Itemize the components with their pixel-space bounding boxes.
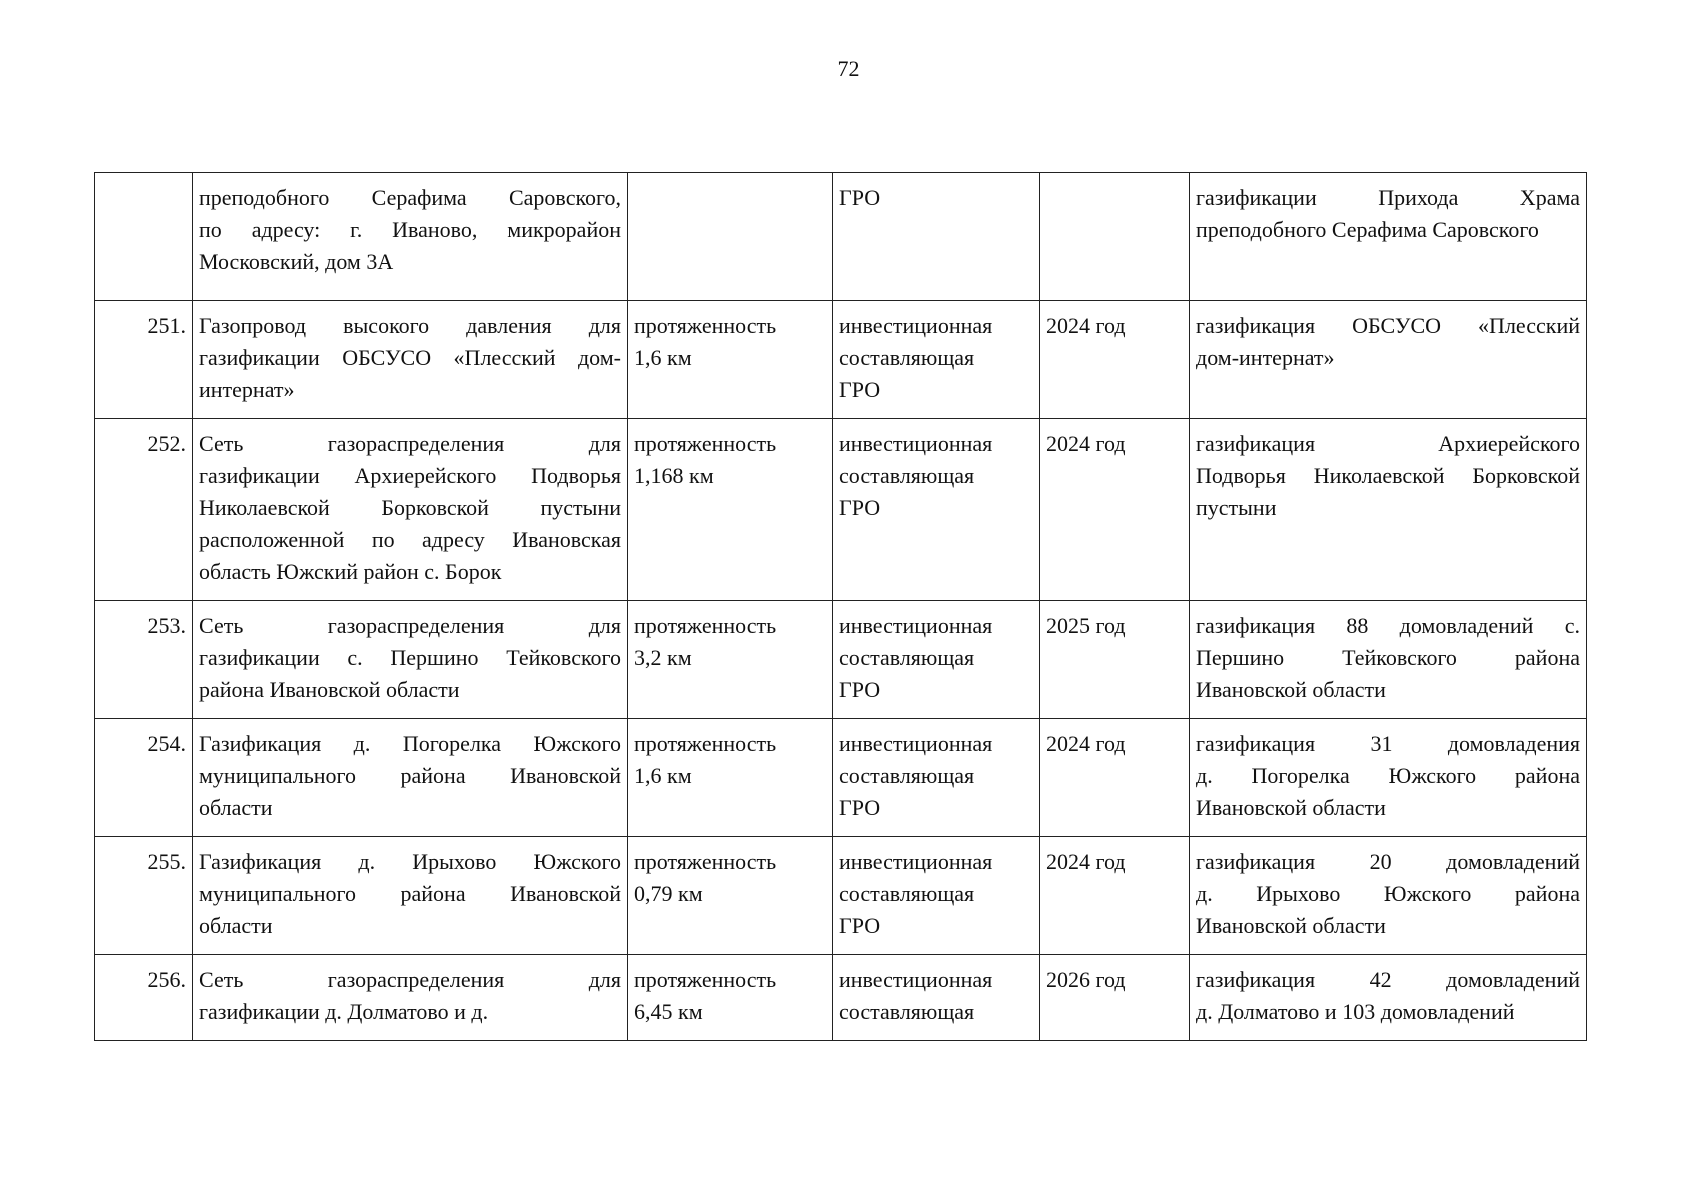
row-number: 256.	[95, 955, 193, 1041]
table-row	[95, 955, 1587, 1041]
table-row	[95, 419, 1587, 601]
name-line: района Ивановской области	[199, 677, 460, 702]
name-line: области	[199, 795, 273, 820]
length-cell	[628, 719, 833, 837]
name-line: Газификация д. Ирыхово Южского	[199, 849, 621, 874]
length-line: 1,6 км	[634, 763, 692, 788]
result-line: д. Долматово и 103 домовладений	[1196, 999, 1515, 1024]
name-line: газификации Архиерейского Подворья	[199, 463, 621, 488]
table-row	[95, 837, 1587, 955]
length-cell	[628, 301, 833, 419]
year-cell: 2024 год	[1040, 419, 1190, 601]
object-name-cell	[193, 173, 628, 301]
name-line: Сеть газораспределения для	[199, 967, 621, 992]
name-line: преподобного Серафима Саровского,	[199, 185, 621, 210]
year-cell: 2026 год	[1040, 955, 1190, 1041]
name-line: области	[199, 913, 273, 938]
projects-table	[94, 172, 1587, 1041]
source-line: инвестиционная	[839, 849, 993, 874]
name-line: Газификация д. Погорелка Южского	[199, 731, 621, 756]
object-name-cell	[193, 955, 628, 1041]
result-line: газификации Прихода Храма	[1196, 185, 1580, 210]
result-cell	[1190, 173, 1587, 301]
result-line: пустыни	[1196, 495, 1277, 520]
table-row	[95, 601, 1587, 719]
result-line: д. Ирыхово Южского района	[1196, 881, 1580, 906]
source-line: составляющая	[839, 463, 975, 488]
result-line: газификация Архиерейского	[1196, 431, 1580, 456]
source-line: ГРО	[839, 495, 881, 520]
result-cell	[1190, 601, 1587, 719]
result-line: Ивановской области	[1196, 795, 1386, 820]
source-line: инвестиционная	[839, 613, 993, 638]
result-cell	[1190, 301, 1587, 419]
object-name-cell	[193, 719, 628, 837]
funding-source-cell	[833, 719, 1040, 837]
name-line: газификации ОБСУСО «Плесский дом-	[199, 345, 621, 370]
result-line: газификация ОБСУСО «Плесский	[1196, 313, 1580, 338]
length-cell	[628, 601, 833, 719]
funding-source-cell	[833, 837, 1040, 955]
source-line: ГРО	[839, 185, 881, 210]
name-line: Сеть газораспределения для	[199, 431, 621, 456]
source-line: ГРО	[839, 795, 881, 820]
name-line: газификации с. Першино Тейковского	[199, 645, 621, 670]
length-line: протяженность	[634, 731, 777, 756]
source-line: ГРО	[839, 913, 881, 938]
row-number: 251.	[95, 301, 193, 419]
result-cell	[1190, 837, 1587, 955]
row-number: 253.	[95, 601, 193, 719]
row-number: 255.	[95, 837, 193, 955]
source-line: ГРО	[839, 677, 881, 702]
name-line: газификации д. Долматово и д.	[199, 999, 489, 1024]
length-line: 1,168 км	[634, 463, 714, 488]
page-number: 72	[837, 56, 860, 81]
source-line: инвестиционная	[839, 731, 993, 756]
result-line: газификация 31 домовладения	[1196, 731, 1580, 756]
length-line: 0,79 км	[634, 881, 703, 906]
name-line: муниципального района Ивановской	[199, 881, 621, 906]
funding-source-cell	[833, 419, 1040, 601]
length-cell	[628, 419, 833, 601]
length-cell	[628, 955, 833, 1041]
length-line: протяженность	[634, 431, 777, 456]
funding-source-cell	[833, 955, 1040, 1041]
source-line: составляющая	[839, 999, 975, 1024]
name-line: область Южский район с. Борок	[199, 559, 502, 584]
funding-source-cell	[833, 301, 1040, 419]
result-cell	[1190, 419, 1587, 601]
source-line: инвестиционная	[839, 313, 993, 338]
length-line: 1,6 км	[634, 345, 692, 370]
length-line: 6,45 км	[634, 999, 703, 1024]
source-line: инвестиционная	[839, 967, 993, 992]
result-line: газификация 42 домовладений	[1196, 967, 1580, 992]
name-line: расположенной по адресу Ивановская	[199, 527, 621, 552]
year-cell: 2024 год	[1040, 837, 1190, 955]
object-name-cell	[193, 301, 628, 419]
name-line: муниципального района Ивановской	[199, 763, 621, 788]
name-line: Сеть газораспределения для	[199, 613, 621, 638]
length-line: 3,2 км	[634, 645, 692, 670]
name-line: Московский, дом 3А	[199, 249, 394, 274]
length-line: протяженность	[634, 313, 777, 338]
year-cell: 2024 год	[1040, 301, 1190, 419]
source-line: ГРО	[839, 377, 881, 402]
table-row	[95, 719, 1587, 837]
row-number	[95, 173, 193, 301]
result-line: газификация 88 домовладений с.	[1196, 613, 1580, 638]
result-line: преподобного Серафима Саровского	[1196, 217, 1539, 242]
result-line: д. Погорелка Южского района	[1196, 763, 1580, 788]
source-line: составляющая	[839, 645, 975, 670]
source-line: инвестиционная	[839, 431, 993, 456]
year-cell: 2024 год	[1040, 719, 1190, 837]
funding-source-cell	[833, 173, 1040, 301]
object-name-cell	[193, 419, 628, 601]
result-line: Подворья Николаевской Борковской	[1196, 463, 1580, 488]
length-line: протяженность	[634, 849, 777, 874]
result-cell	[1190, 719, 1587, 837]
year-cell: 2025 год	[1040, 601, 1190, 719]
table-body	[95, 173, 1587, 1041]
source-line: составляющая	[839, 763, 975, 788]
result-cell	[1190, 955, 1587, 1041]
length-line: протяженность	[634, 613, 777, 638]
funding-source-cell	[833, 601, 1040, 719]
length-cell	[628, 837, 833, 955]
source-line: составляющая	[839, 881, 975, 906]
name-line: интернат»	[199, 377, 295, 402]
length-cell	[628, 173, 833, 301]
name-line: Газопровод высокого давления для	[199, 313, 621, 338]
result-line: газификация 20 домовладений	[1196, 849, 1580, 874]
object-name-cell	[193, 837, 628, 955]
name-line: Николаевской Борковской пустыни	[199, 495, 621, 520]
result-line: дом-интернат»	[1196, 345, 1335, 370]
table-row	[95, 173, 1587, 301]
result-line: Ивановской области	[1196, 677, 1386, 702]
row-number: 252.	[95, 419, 193, 601]
source-line: составляющая	[839, 345, 975, 370]
length-line: протяженность	[634, 967, 777, 992]
table-row	[95, 301, 1587, 419]
row-number: 254.	[95, 719, 193, 837]
year-cell	[1040, 173, 1190, 301]
name-line: по адресу: г. Иваново, микрорайон	[199, 217, 621, 242]
object-name-cell	[193, 601, 628, 719]
result-line: Першино Тейковского района	[1196, 645, 1580, 670]
result-line: Ивановской области	[1196, 913, 1386, 938]
